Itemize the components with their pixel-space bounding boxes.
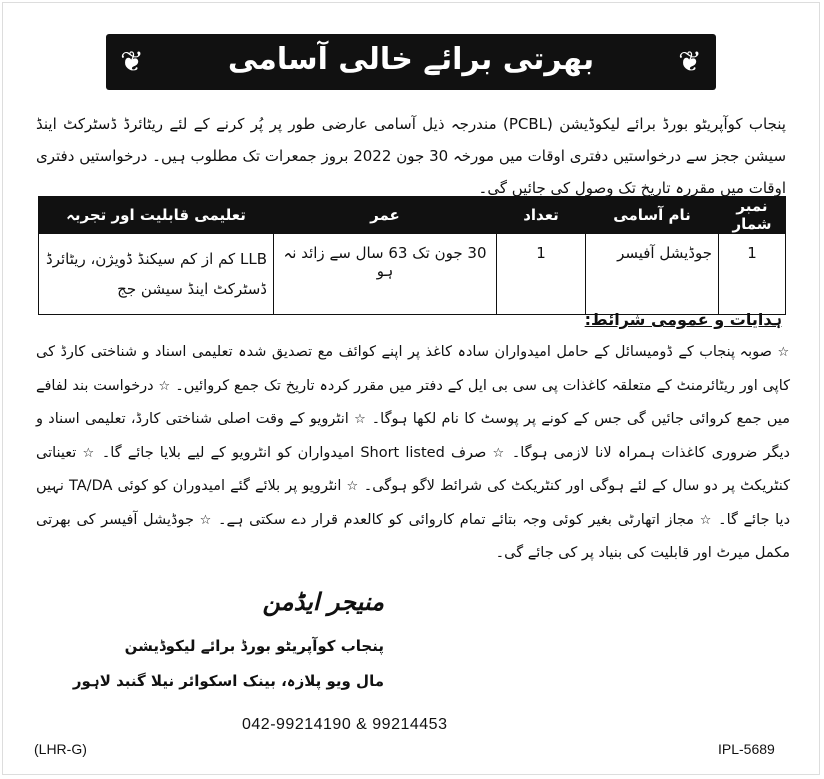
condition-item: انٹرویو پر بلائے گئے امیدوران کو کوئی TA/DA نہیں دیا جائے گا۔	[36, 478, 791, 528]
publication-code: (LHR-G)	[34, 741, 87, 757]
conditions-heading: ہدایات و عمومی شرائط:	[584, 310, 782, 329]
table-row	[39, 234, 786, 315]
header-post: نام آسامی	[586, 197, 719, 234]
office-address: مال ویو پلازہ، بینک اسکوائر نیلا گنبد لاہور	[72, 672, 384, 690]
cell-count: 1	[497, 234, 586, 315]
header-age: عمر	[274, 197, 497, 234]
condition-item: انٹرویو کے وقت اصلی شناختی کارڈ، تعلیمی اسناد و دیگر ضروری کاغذات ہمراہ لانا لازمی ہوگا۔	[36, 411, 791, 461]
header-serial: نمبر شمار	[719, 197, 786, 234]
headline-title: بھرتی برائے خالی آسامی	[227, 42, 595, 77]
cell-serial: 1	[719, 234, 786, 315]
organization-name: پنجاب کوآپریٹو بورڈ برائے لیکوڈیشن	[124, 637, 384, 655]
header-qualification: تعلیمی قابلیت اور تجربہ	[39, 197, 274, 234]
floral-ornament-icon: ❦	[120, 45, 144, 78]
condition-item: درخواست بند لفافے میں جمع کروائی جائیں گی جس کے کونے پر پوسٹ کا نام لکھا ہوگا۔	[36, 377, 790, 427]
star-icon: ☆	[699, 512, 713, 528]
phone-numbers: 042-99214190 & 99214453	[242, 716, 448, 733]
table-header-row	[39, 197, 786, 234]
conditions-paragraph	[36, 336, 790, 570]
star-icon: ☆	[158, 378, 171, 394]
cell-post: جوڈیشل آفیسر	[586, 234, 719, 315]
star-icon: ☆	[492, 445, 506, 461]
star-icon: ☆	[346, 479, 359, 494]
floral-ornament-icon: ❦	[678, 45, 702, 78]
condition-item: صرف Short listed امیدواران کو انٹرویو کے لیے بلایا جائے گا۔	[101, 444, 487, 461]
star-icon: ☆	[199, 512, 213, 528]
star-icon: ☆	[777, 345, 791, 360]
intro-paragraph: پنجاب کوآپریٹو بورڈ برائے لیکوڈیشن (PCBL) مندرجہ ذیل آسامی عارضی طور پر پُر کرنے کے لئے ریٹائرڈ ڈسٹرکٹ اینڈ سیشن ججز سے درخواستیں دفتری اوقات میں مورخہ 30 جون 2022 بروز جمعرات تک مطلوب ہیں۔ درخواستیں دفتری اوقات میں مقررہ تاریخ تک وصول کی جائیں گی۔	[36, 115, 787, 197]
cell-age: 30 جون تک 63 سال سے زائد نہ ہو	[274, 234, 497, 315]
star-icon: ☆	[82, 445, 96, 461]
vacancy-table	[38, 196, 786, 315]
condition-item: مجاز اتھارٹی بغیر کوئی وجہ بتائے تمام کاروائی کو کالعدم قرار دے سکتی ہے۔	[217, 511, 695, 528]
signature-title: منیجر ایڈمن	[262, 588, 384, 616]
condition-item: تعیناتی کنٹریکٹ پر دو سال کے لئے ہوگی اور کنٹریکٹ کی شرائط لاگو ہوگی۔	[36, 444, 791, 494]
ipl-code: IPL-5689	[718, 741, 775, 757]
cell-qualification: LLB کم از کم سیکنڈ ڈویژن، ریٹائرڈ ڈسٹرکٹ اینڈ سیشن جج	[39, 234, 274, 315]
condition-item: جوڈیشل آفیسر کی بھرتی مکمل میرٹ اور قابلیت کی بنیاد پر کی جائے گی۔	[36, 511, 790, 561]
header-count: تعداد	[497, 197, 586, 234]
headline-banner	[106, 34, 716, 90]
star-icon: ☆	[354, 412, 367, 427]
condition-item: صوبہ پنجاب کے ڈومیسائل کے حامل امیدواران سادہ کاغذ پر اپنے کوائف مع تصدیق شدہ تعلیمی اسناد و شناختی کارڈ کی کاپی اور ریٹائرمنٹ کے متعلقہ کاغذات پی سی بی ایل کے دفتر میں مقرر کردہ تاریخ تک جمع کروائیں۔	[36, 344, 791, 394]
